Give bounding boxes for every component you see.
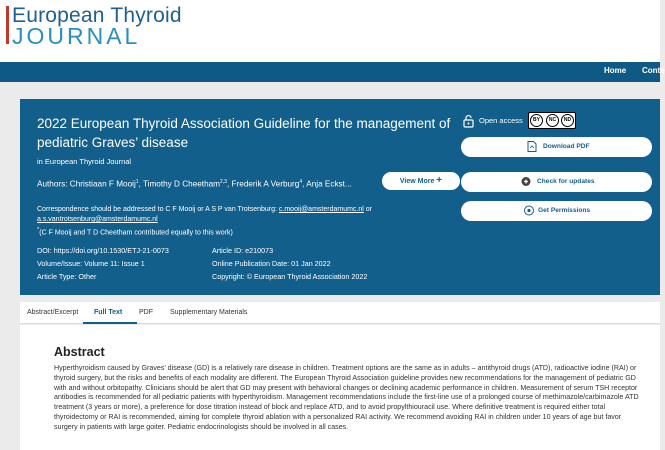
doi[interactable]: DOI: https://doi.org/10.1530/ETJ-21-0073: [37, 246, 169, 255]
check-updates-button[interactable]: [461, 172, 652, 192]
tab-abstract[interactable]: Abstract/Excerpt: [27, 309, 79, 316]
logo-text-bottom: JOURNAL: [12, 23, 141, 49]
email-link[interactable]: c.mooij@amsterdamumc.nl: [278, 206, 364, 213]
logo-accent-bar: [6, 6, 9, 44]
view-more-label: View More: [399, 178, 435, 185]
abstract-text: Hyperthyroidism caused by Graves’ disease (GD) is a relatively rare disease in children. Treatment options are the same as in adults – antithyroid drugs (ATD), radioactive iodine (RAI) or thyroid surgery, but the risks and benefits of each modality are different. The European Thyroid Association guideline provides new recommendations for the management of pediatric GD with and without orbitopathy. Clinicians should be alert that GD may present with behavioral changes or declining academic performance in children. Measurement of serum TSH receptor antibodies is recommended for all pediatric patients with hyperthyroidism. Management recommendations include the first-line use of a prolonged course of methimazole/carbimazole ATD treatment (3 years or more), a preference for dose titration instead of block and replace ATD, and to avoid propylthiouracil use. Where definitive treatment is required either total thyroidectomy or RAI is recommended, aiming for complete thyroid ablation with a personalized RAI activity. We recommend avoiding RAI in children under 10 years of age but favor surgery in patients with large goiter. Pediatric endocrinologists should be involved in all cases.: [54, 364, 639, 431]
correspondence-text: Correspondence should be addressed to C F Mooij or A S P van Trotsenburg:: [37, 206, 279, 213]
site-header: [0, 0, 660, 62]
email-link[interactable]: a.s.vantrotsenburg@amsterdamumc.nl: [37, 216, 158, 223]
article-title: 2022 European Thyroid Association Guideline for the management of pediatric Graves’ disease: [37, 116, 451, 150]
main-navbar: [0, 62, 665, 82]
view-more-button[interactable]: [382, 172, 460, 190]
open-access-label: Open access: [479, 116, 523, 125]
equal-contribution-note: (C F Mooij and T D Cheetham contributed equally to this work): [39, 229, 233, 237]
copyright-clearance-icon: [524, 205, 534, 216]
author-link[interactable]: Frederik A Verburg: [231, 179, 300, 189]
tab-supplementary[interactable]: Supplementary Materials: [170, 309, 248, 316]
article-type: Article Type: Other: [37, 272, 97, 281]
or-text: or: [363, 206, 372, 213]
check-updates-label: Check for updates: [537, 178, 595, 185]
cc-license-badge[interactable]: [528, 112, 576, 129]
article-header-panel: [20, 99, 660, 295]
nav-contents[interactable]: Conte: [642, 66, 665, 75]
publication-date: Online Publication Date: 01 Jan 2022: [212, 259, 331, 268]
download-pdf-button[interactable]: [461, 137, 652, 157]
author-link[interactable]: Anja Eckst...: [306, 179, 352, 189]
tab-full-text[interactable]: Full Text: [94, 309, 123, 316]
author-link[interactable]: Christiaan F Mooij: [69, 179, 136, 189]
copyright: Copyright: © European Thyroid Association 2022: [212, 272, 368, 281]
crossmark-icon: [521, 176, 531, 187]
author-affiliation: 2,3: [220, 179, 227, 185]
asterisk-mark: *: [37, 227, 40, 233]
cc-nc-icon: NC: [546, 114, 559, 127]
volume-issue: Volume/Issue: Volume 11: Issue 1: [37, 259, 145, 268]
article-tabs: [20, 302, 660, 324]
author-link[interactable]: Timothy D Cheetham: [142, 179, 221, 189]
article-content: [20, 325, 660, 450]
get-permissions-label: Get Permissions: [538, 207, 591, 214]
download-pdf-label: Download PDF: [543, 143, 590, 150]
authors-label: Authors:: [37, 179, 70, 189]
cc-by-icon: BY: [530, 114, 543, 127]
nav-home[interactable]: Home: [604, 66, 627, 75]
pdf-file-icon: [527, 141, 537, 152]
authors-line: Authors: Christiaan F Mooij$^1$, Timothy D Cheetham$^{2,3}$, Frederik A Verburg$^4$, Anja Eckst...: [37, 179, 352, 189]
journal-source: in European Thyroid Journal: [37, 157, 132, 166]
active-tab-indicator: [83, 322, 137, 324]
logo-text-top: European Thyroid: [12, 4, 182, 27]
author-affiliation: 4: [299, 179, 303, 185]
lock-open-icon: [463, 115, 474, 127]
article-id: Article ID: e210073: [212, 246, 274, 255]
author-affiliation: 1: [135, 179, 139, 185]
tab-pdf[interactable]: PDF: [139, 309, 153, 316]
cc-nd-icon: ND: [561, 114, 574, 127]
correspondence: [37, 205, 457, 238]
plus-icon: +: [436, 175, 443, 186]
get-permissions-button[interactable]: [461, 201, 652, 221]
abstract-heading: Abstract: [54, 345, 105, 359]
